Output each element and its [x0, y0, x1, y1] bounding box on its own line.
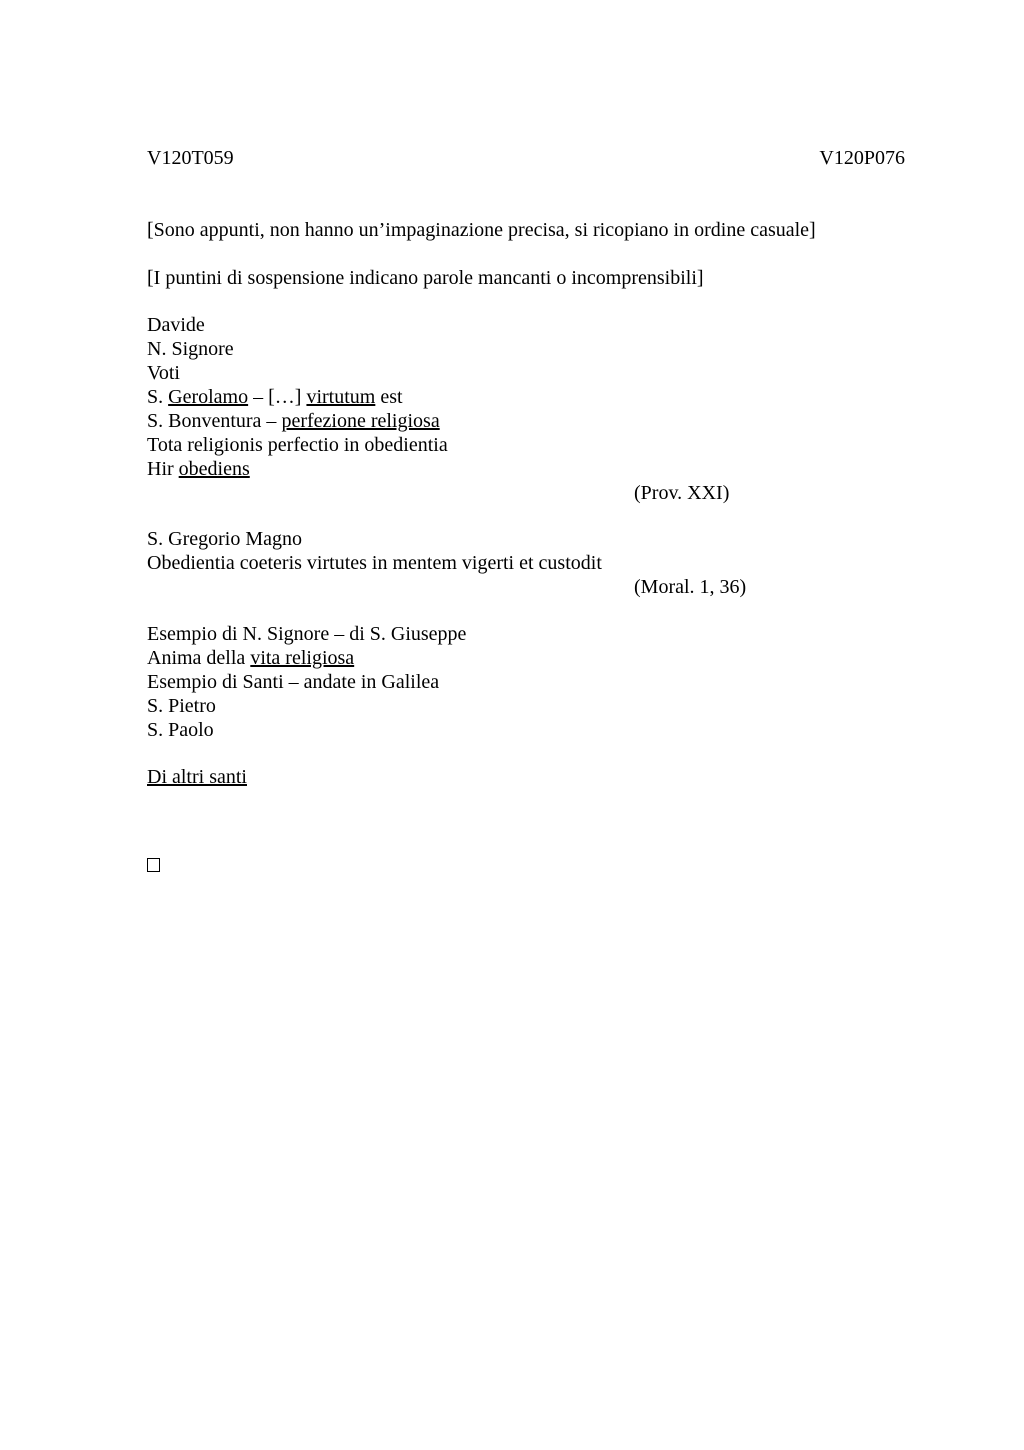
underlined-phrase: perfezione religiosa	[281, 410, 440, 432]
citation-reference: (Prov. XXI)	[634, 482, 730, 504]
underlined-word: virtutum	[306, 386, 376, 408]
text-line: Esempio di Santi – andate in Galilea	[147, 671, 440, 693]
text-line	[147, 457, 907, 481]
text-fragment: Anima della	[147, 647, 251, 669]
document-code-right: V120P076	[819, 147, 905, 169]
underlined-word: obediens	[178, 458, 250, 480]
text-line: Tota religionis perfectio in obedientia	[147, 434, 448, 456]
text-line	[147, 385, 907, 409]
text-line: Davide	[147, 314, 205, 336]
text-line: N. Signore	[147, 338, 234, 360]
text-fragment: est	[375, 386, 403, 408]
text-fragment: S. Bonventura –	[147, 410, 282, 432]
notes-section-examples	[147, 622, 907, 742]
text-line: Obedientia coeteris virtutes in mentem vigerti et custodit	[147, 552, 602, 574]
text-line: Esempio di N. Signore – di S. Giuseppe	[147, 623, 467, 645]
text-line: Voti	[147, 362, 180, 384]
text-line: S. Pietro	[147, 695, 216, 717]
underlined-phrase: vita religiosa	[250, 647, 355, 669]
text-line	[147, 409, 907, 433]
text-line: S. Gregorio Magno	[147, 528, 302, 550]
note-text: [Sono appunti, non hanno un’impaginazione precisa, si ricopiano in ordine casuale]	[147, 219, 816, 241]
citation-reference: (Moral. 1, 36)	[634, 576, 747, 598]
text-fragment: – […]	[248, 386, 307, 408]
notes-section-gregory	[147, 527, 907, 599]
text-fragment: S.	[147, 386, 169, 408]
underlined-word: Gerolamo	[168, 386, 249, 408]
document-code-left: V120T059	[147, 147, 234, 169]
text-fragment: Hir	[147, 458, 179, 480]
underlined-heading: Di altri santi	[147, 766, 247, 788]
notes-section-other-saints	[147, 765, 907, 789]
text-line	[147, 646, 907, 670]
square-box-icon	[147, 858, 160, 872]
text-line: S. Paolo	[147, 719, 214, 741]
editorial-note-1	[147, 218, 907, 242]
editorial-note-2	[147, 266, 907, 290]
notes-section-obedience	[147, 313, 907, 505]
page-header	[147, 146, 905, 170]
note-text: [I puntini di sospensione indicano parole mancanti o incomprensibili]	[147, 267, 704, 289]
